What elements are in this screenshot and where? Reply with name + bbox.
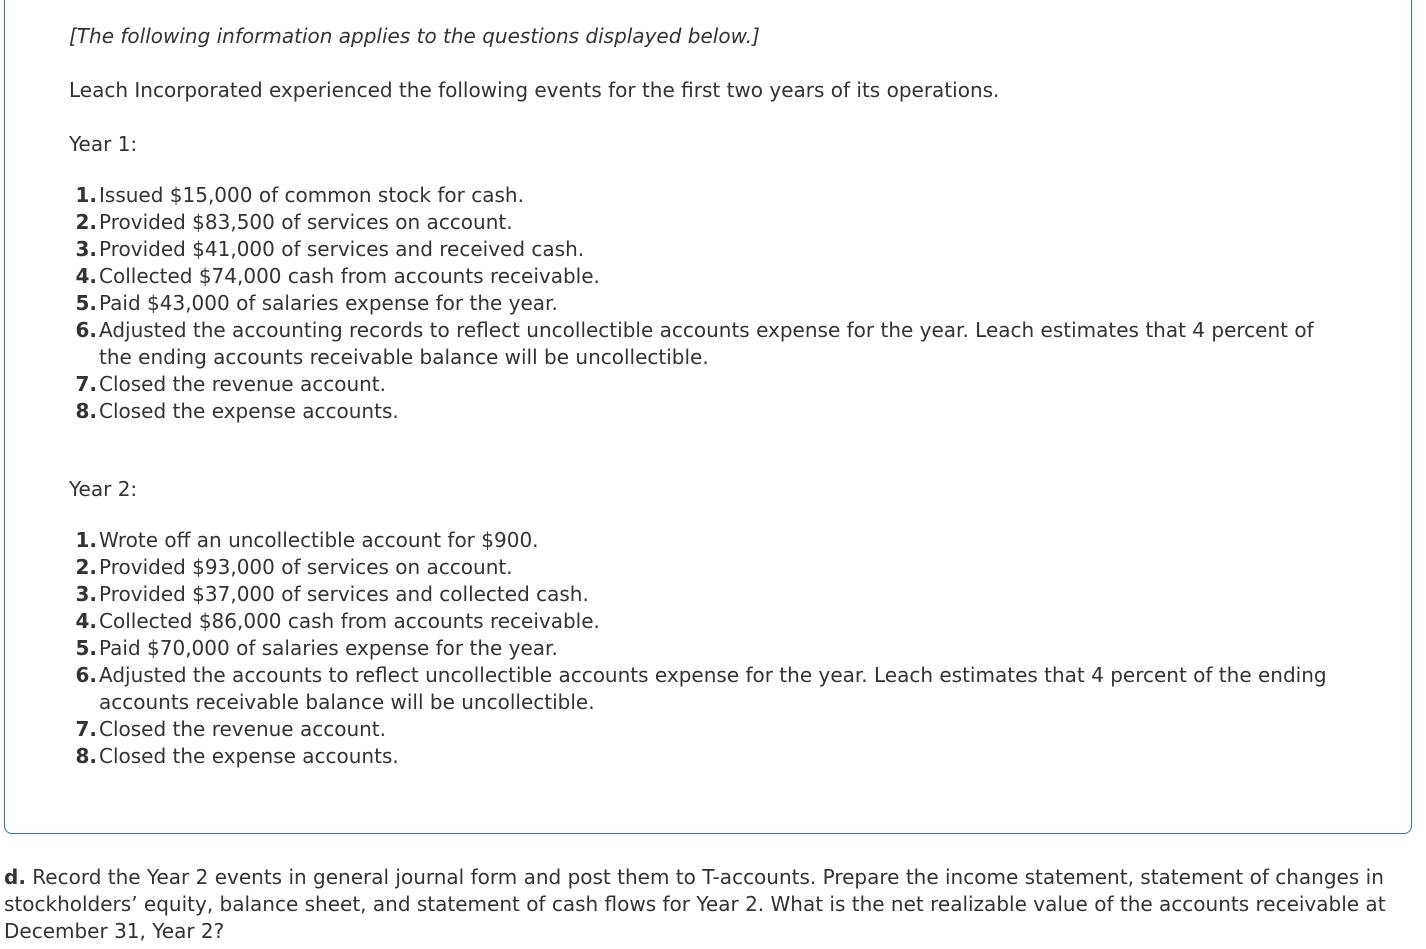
event-number: 5. — [75, 291, 97, 315]
event-number: 4. — [75, 609, 97, 633]
list-item — [69, 635, 1349, 662]
event-number: 1. — [75, 183, 97, 207]
list-item — [69, 371, 1349, 398]
question-d — [4, 864, 1420, 945]
question-text: Record the Year 2 events in general journal form and post them to T-accounts. Prepare the income statement, statement of changes in stockholders’ equity, balance sheet, and statement of cash flows for Year 2. What is the net realizable value of the accounts receivable at December 31, Year 2? — [4, 865, 1386, 943]
list-item — [69, 743, 1349, 770]
list-item — [69, 290, 1349, 317]
event-text: Paid $43,000 of salaries expense for the year. — [99, 291, 558, 315]
event-number: 8. — [75, 399, 97, 423]
event-text: Collected $86,000 cash from accounts receivable. — [99, 609, 600, 633]
event-number: 4. — [75, 264, 97, 288]
event-number: 7. — [75, 717, 97, 741]
list-item — [69, 182, 1349, 209]
event-number: 5. — [75, 636, 97, 660]
event-number: 7. — [75, 372, 97, 396]
list-item — [69, 527, 1349, 554]
event-number: 6. — [75, 663, 97, 687]
list-item — [69, 398, 1349, 425]
list-item — [69, 236, 1349, 263]
list-item — [69, 263, 1349, 290]
list-item — [69, 662, 1349, 716]
event-number: 2. — [75, 555, 97, 579]
year1-heading: Year 1: — [69, 132, 138, 156]
list-item — [69, 554, 1349, 581]
year2-event-list — [69, 527, 1349, 770]
event-number: 2. — [75, 210, 97, 234]
question-letter: d. — [4, 865, 26, 889]
event-text: Adjusted the accounting records to reflect uncollectible accounts expense for the year. Leach estimates that 4 percent of the ending accounts receivable balance will be uncollectible. — [99, 318, 1314, 369]
event-text: Closed the expense accounts. — [99, 744, 399, 768]
event-text: Issued $15,000 of common stock for cash. — [99, 183, 524, 207]
year1-event-list — [69, 182, 1349, 425]
event-number: 3. — [75, 237, 97, 261]
list-item — [69, 581, 1349, 608]
intro-note: [The following information applies to the questions displayed below.] — [69, 24, 760, 48]
event-text: Closed the revenue account. — [99, 372, 386, 396]
lead-text: Leach Incorporated experienced the following events for the first two years of its operations. — [69, 78, 1000, 102]
event-text: Provided $41,000 of services and received cash. — [99, 237, 585, 261]
event-text: Wrote off an uncollectible account for $900. — [99, 528, 539, 552]
event-number: 8. — [75, 744, 97, 768]
event-number: 3. — [75, 582, 97, 606]
event-text: Provided $83,500 of services on account. — [99, 210, 513, 234]
list-item — [69, 608, 1349, 635]
event-text: Paid $70,000 of salaries expense for the year. — [99, 636, 558, 660]
event-number: 1. — [75, 528, 97, 552]
list-item — [69, 716, 1349, 743]
event-text: Closed the revenue account. — [99, 717, 386, 741]
list-item — [69, 317, 1349, 371]
event-text: Closed the expense accounts. — [99, 399, 399, 423]
year2-heading: Year 2: — [69, 477, 138, 501]
event-text: Adjusted the accounts to reflect uncollectible accounts expense for the year. Leach estimates that 4 percent of the ending accounts receivable balance will be uncollectible. — [99, 663, 1327, 714]
list-item — [69, 209, 1349, 236]
event-text: Provided $37,000 of services and collected cash. — [99, 582, 589, 606]
event-text: Provided $93,000 of services on account. — [99, 555, 513, 579]
event-number: 6. — [75, 318, 97, 342]
required-information-box — [4, 0, 1412, 834]
event-text: Collected $74,000 cash from accounts receivable. — [99, 264, 600, 288]
